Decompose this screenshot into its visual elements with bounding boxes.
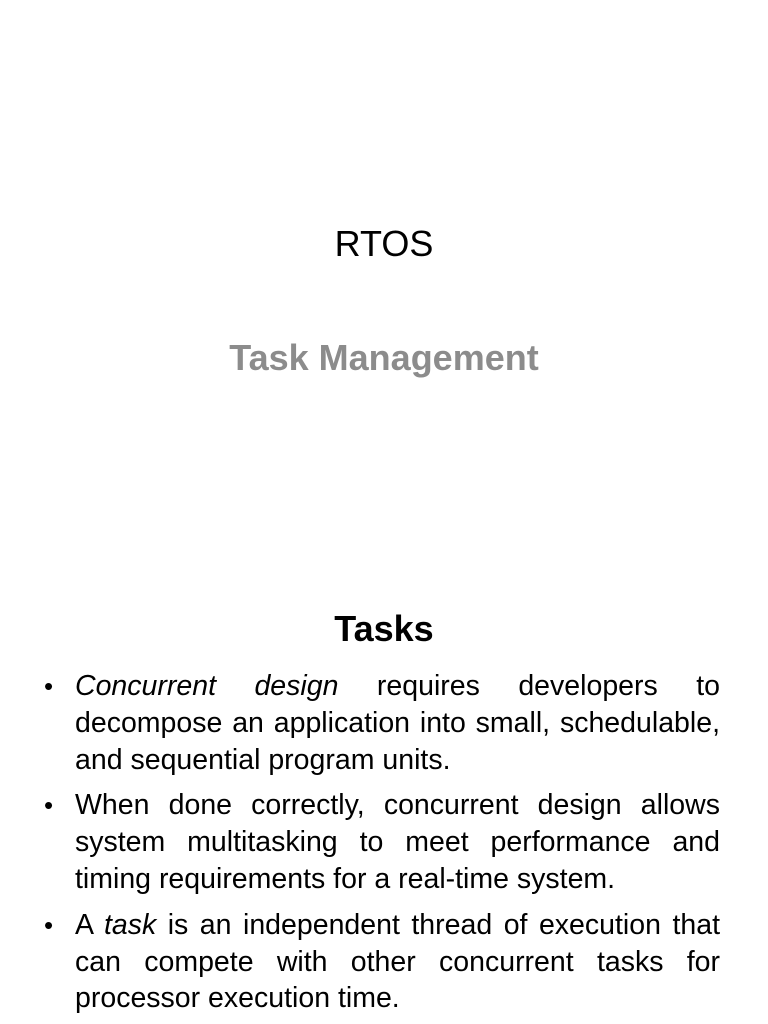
bullet-emphasis: task [103, 908, 157, 941]
list-item [0, 668, 768, 778]
content-slide [0, 576, 768, 1024]
bullet-emphasis: Concurrent design [75, 670, 339, 702]
bullet-icon: • [44, 909, 54, 940]
slide-title: RTOS [334, 223, 434, 264]
bullet-icon: • [44, 671, 54, 701]
slide-subtitle: Task Management [229, 337, 539, 378]
bullet-prefix: A [75, 908, 104, 941]
list-item [0, 907, 768, 1017]
bullet-text: is an independent thread of execution that can compete with other concurrent tasks for processor execution time. [75, 908, 720, 1015]
list-item [0, 787, 768, 897]
bullet-text: When done correctly, concurrent design allows system multitasking to meet performance and timing requirements for a real-time system. [75, 789, 720, 895]
bullet-text: requires developers to decompose an application into small, schedulable, and sequential program units. [75, 670, 720, 776]
bullet-list [0, 668, 768, 1024]
content-slide-title: Tasks [334, 608, 434, 649]
bullet-icon: • [44, 790, 54, 821]
